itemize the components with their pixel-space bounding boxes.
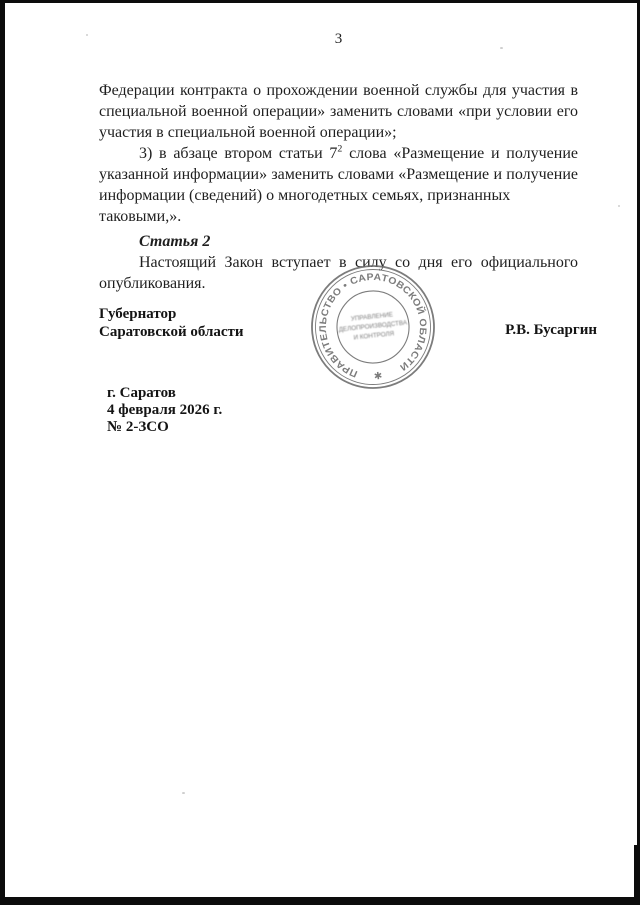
scan-speck bbox=[86, 34, 88, 36]
scan-edge-top bbox=[0, 0, 640, 3]
stamp-inner-text: ДЕЛОПРОИЗВОДСТВА bbox=[338, 319, 408, 334]
signatory-name: Р.В. Бусаргин bbox=[505, 322, 597, 338]
scan-edge-bottom bbox=[0, 897, 640, 905]
page-number: 3 bbox=[334, 31, 343, 47]
clause-text: слова «Размещение и получение bbox=[342, 145, 578, 162]
statute-superscript: 2 bbox=[337, 143, 343, 155]
issue-city: г. Саратов bbox=[107, 385, 176, 401]
stamp-inner-text: И КОНТРОЛЯ bbox=[353, 330, 395, 342]
stamp-ring-text: ПРАВИТЕЛЬСТВО • САРАТОВСКОЙ ОБЛАСТИ bbox=[317, 271, 429, 380]
paragraph-line: информации (сведений) о многодетных семьях, признанных таковыми,». bbox=[99, 187, 511, 225]
paragraph-line bbox=[99, 143, 578, 164]
scan-speck bbox=[182, 792, 185, 794]
article-heading: Статья 2 bbox=[139, 233, 211, 250]
stamp-inner-text: УПРАВЛЕНИЕ bbox=[350, 311, 394, 323]
issue-number: № 2-ЗСО bbox=[107, 419, 169, 435]
scan-edge-right-bottom bbox=[634, 845, 640, 905]
paragraph-line: участия в специальной военной операции»; bbox=[99, 124, 397, 141]
paragraph-line: Федерации контракта о прохождении военной службы для участия в bbox=[99, 82, 578, 99]
official-round-stamp bbox=[303, 257, 443, 397]
signatory-title bbox=[99, 306, 244, 341]
paragraph-line: опубликования. bbox=[99, 275, 206, 292]
issue-date: 4 февраля 2026 г. bbox=[107, 402, 223, 418]
scan-speck bbox=[618, 205, 620, 207]
paragraph-line: Настоящий Закон вступает в силу со дня его официального bbox=[139, 254, 578, 271]
paragraph-line: специальной военной операции» заменить словами «при условии его bbox=[99, 103, 578, 120]
issue-details-block bbox=[107, 385, 222, 436]
clause-text: 3) в абзаце втором статьи 7 bbox=[139, 145, 338, 162]
stamp-star-icon: ✱ bbox=[373, 370, 383, 383]
scan-edge-left bbox=[0, 0, 5, 905]
paragraph-line: указанной информации» заменить словами «Размещение и получение bbox=[99, 166, 578, 183]
signatory-title-line: Губернатор bbox=[99, 306, 177, 322]
signatory-title-line: Саратовской области bbox=[99, 323, 244, 340]
